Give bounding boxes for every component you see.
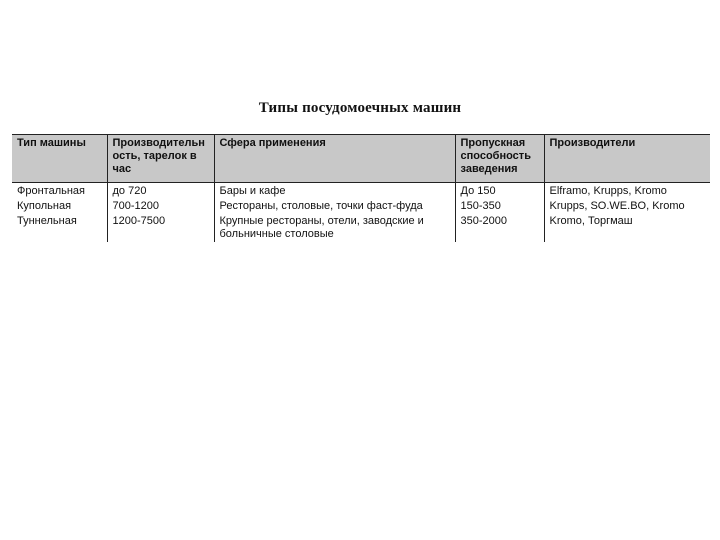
header-throughput: Пропускная способность заведения <box>455 135 544 183</box>
header-capacity: Производительность, тарелок в час <box>107 135 214 183</box>
dishwasher-types-table <box>12 134 710 242</box>
cell-throughput: До 150 <box>455 183 544 200</box>
table-header-row <box>12 135 710 183</box>
cell-throughput: 350-2000 <box>455 214 544 242</box>
cell-machine-type: Купольная <box>17 200 72 212</box>
cell-application-sphere: Рестораны, столовые, точки фаст-фуда <box>214 199 455 214</box>
header-application-sphere: Сфера применения <box>214 135 455 183</box>
cell-machine-type: Туннельная <box>17 215 77 227</box>
cell-capacity: 1200-7500 <box>107 214 214 242</box>
cell-application-sphere: Бары и кафе <box>214 183 455 200</box>
table-row <box>12 199 710 214</box>
cell-machine-type: Фронтальная <box>17 185 86 197</box>
header-machine-type: Тип машины <box>12 135 107 183</box>
cell-capacity: 700-1200 <box>107 199 214 214</box>
header-manufacturers: Производители <box>544 135 710 183</box>
table-row <box>12 214 710 242</box>
cell-application-sphere: Крупные рестораны, отели, заводские и больничные столовые <box>214 214 455 242</box>
cell-manufacturers: Kromo, Торгмаш <box>544 214 710 242</box>
slide-title: Типы посудомоечных машин <box>258 100 462 116</box>
cell-manufacturers: Elframo, Krupps, Kromo <box>544 183 710 200</box>
cell-throughput: 150-350 <box>455 199 544 214</box>
cell-capacity: до 720 <box>107 183 214 200</box>
cell-manufacturers: Krupps, SO.WE.BO, Kromo <box>544 199 710 214</box>
table-row <box>12 183 710 200</box>
